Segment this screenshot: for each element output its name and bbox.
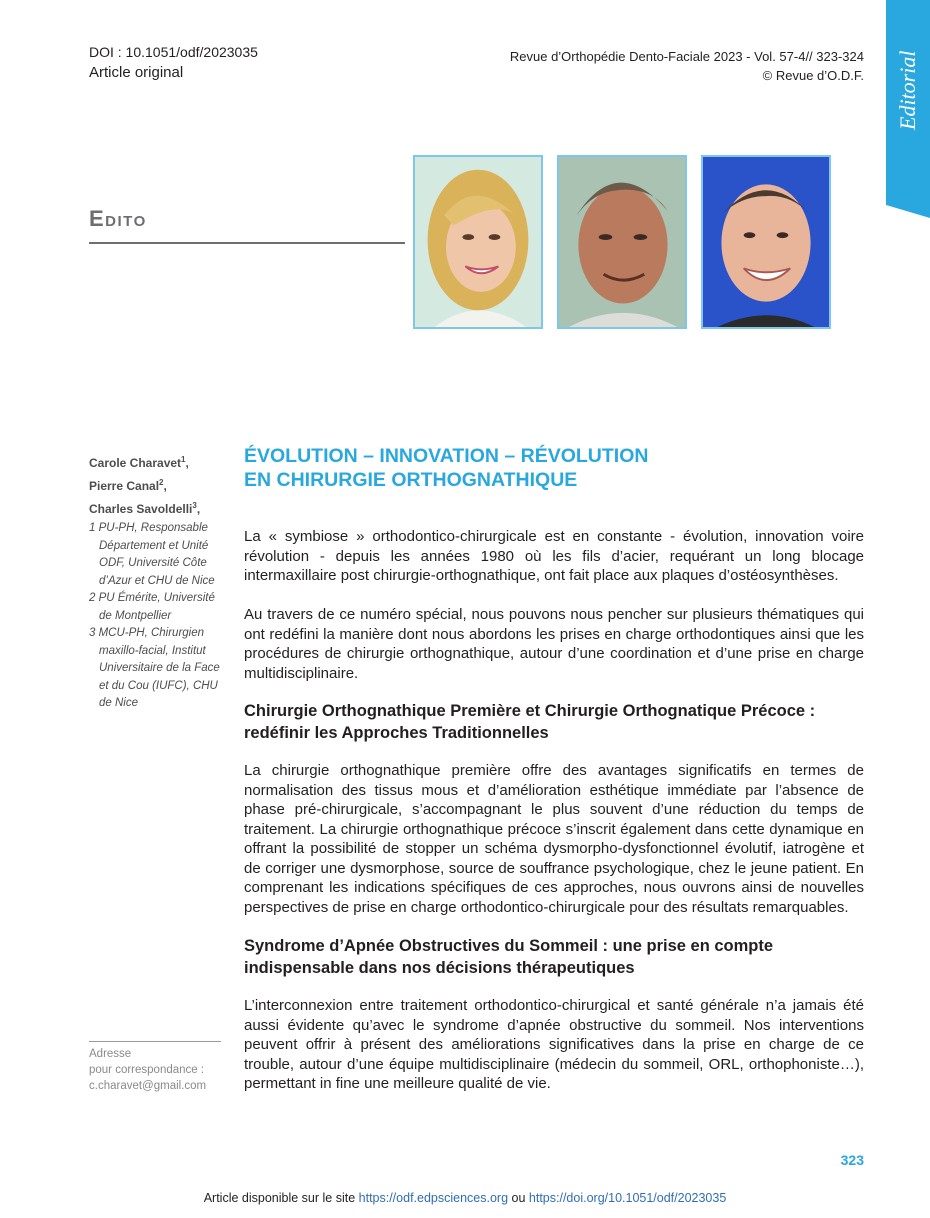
- heading-line: indispensable dans nos décisions thérapeutiques: [244, 959, 635, 977]
- footer-text: Article disponible sur le site: [203, 1191, 359, 1205]
- footer-separator: ou: [508, 1191, 529, 1205]
- section-label: Edito: [89, 206, 147, 231]
- paragraph-text: L’interconnexion entre traitement orthodontico-chirurgical et santé générale n’a jamais été aussi évidente qu’avec le syndrome d’apnée obstructive du sommeil. Nos interventions peuvent offrir à présent des améliorations significatives dans la prise en charge de ce trouble, autour d’une équipe multidisciplinaire (médecin du sommeil, ORL, orthophoniste…), permettant in fine une meilleure qualité de vie.: [244, 997, 864, 1092]
- section-divider: [89, 242, 405, 244]
- article-type: Article original: [89, 64, 184, 81]
- article-title-line-1: ÉVOLUTION – INNOVATION – RÉVOLUTION: [244, 445, 649, 467]
- article-title: [244, 444, 844, 492]
- author-name: Charles Savoldelli$^3$,: [89, 501, 201, 516]
- page-number: 323: [840, 1152, 864, 1168]
- journal-copyright: © Revue d’O.D.F.: [762, 68, 864, 83]
- affiliation-item: 3 MCU-PH, Chirurgien maxillo-facial, Institut Universitaire de la Face et du Cou (IUFC), CHU de Nice: [89, 627, 220, 709]
- heading-line: Chirurgie Orthognathique Première et Chirurgie Orthognatique Précoce :: [244, 702, 816, 720]
- author-photo-1: [413, 155, 543, 329]
- paragraph-text: Au travers de ce numéro spécial, nous pouvons nous pencher sur plusieurs thématiques qui ont redéfini la manière dont nous abordons les prises en charge orthodontiques ainsi que les procédures de chirurgie orthognathique, autour d’une coordination et d’une prise en charge multidisciplinaire.: [244, 606, 864, 682]
- author-name: Pierre Canal$^2$,: [89, 478, 167, 493]
- journal-reference: [510, 47, 864, 85]
- correspondence-label-2: pour correspondance :: [89, 1064, 205, 1076]
- correspondence-label: Adresse: [89, 1048, 132, 1060]
- journal-citation: Revue d’Orthopédie Dento-Faciale 2023 - Vol. 57-4// 323-324: [509, 49, 864, 64]
- paragraph-text: La « symbiose » orthodontico-chirurgicale est en constante - évolution, innovation voire révolution - depuis les années 1980 où les fils d’acier, requérant un long blocage intermaxillaire post chirurgie-orthognathique, ont fait place aux plaques d’ostéosynthèses.: [244, 528, 864, 584]
- footer: [0, 1191, 930, 1205]
- paragraph-overview: [244, 605, 864, 683]
- heading-line: redéfinir les Approches Traditionnelles: [244, 724, 549, 742]
- footer-link-site[interactable]: https://odf.edpsciences.org: [358, 1191, 509, 1205]
- paragraph-text: La chirurgie orthognathique première offre des avantages significatifs en termes de normalisation des tissus mous et d’amélioration esthétique immédiate par l’absence de phase pré-chirurgicale, s’accompagnant le plus souvent d’une réduction du temps de traitement. La chirurgie orthognathique précoce s’inscrit également dans cette dynamique en offrant la possibilité de stopper un schéma dysmorpho-dysfonctionnel évolutif, iatrogène et de corriger une dysmorphose, source de souffrance psychologique, chez le jeune patient. En comprenant les indications spécifiques de ces approches, nous ouvrons ainsi de nouvelles perspectives de prise en charge orthodontico-chirurgicale pour des résultats remarquables.: [244, 762, 864, 916]
- affiliation-item: 2 PU Émérite, Université de Montpellier: [89, 592, 215, 622]
- doi-label: DOI : 10.1051/odf/2023035: [89, 44, 258, 60]
- article-title-line-2: EN CHIRURGIE ORTHOGNATHIQUE: [244, 469, 578, 491]
- footer-link-doi[interactable]: https://doi.org/10.1051/odf/2023035: [528, 1191, 727, 1205]
- paragraph-apnea: [244, 996, 864, 1094]
- paragraph-intro: [244, 527, 864, 586]
- correspondence-divider: [89, 1041, 221, 1042]
- correspondence-block: [89, 1046, 206, 1094]
- author-photo-3: [701, 155, 831, 329]
- section-heading-2: [244, 935, 864, 979]
- affiliation-item: 1 PU-PH, Responsable Département et Unité ODF, Université Côte d’Azur et CHU de Nice: [89, 522, 215, 587]
- heading-line: Syndrome d’Apnée Obstructives du Sommeil : une prise en compte: [244, 937, 774, 955]
- affiliation-list: [89, 520, 224, 713]
- editorial-tab-label: Editorial: [895, 50, 920, 130]
- author-name: Carole Charavet$^1$,: [89, 455, 189, 470]
- author-photo-2: [557, 155, 687, 329]
- section-heading-1: [244, 700, 864, 744]
- paragraph-orthognathic: [244, 761, 864, 917]
- author-list: [89, 450, 224, 519]
- correspondence-email[interactable]: c.charavet@gmail.com: [89, 1080, 207, 1092]
